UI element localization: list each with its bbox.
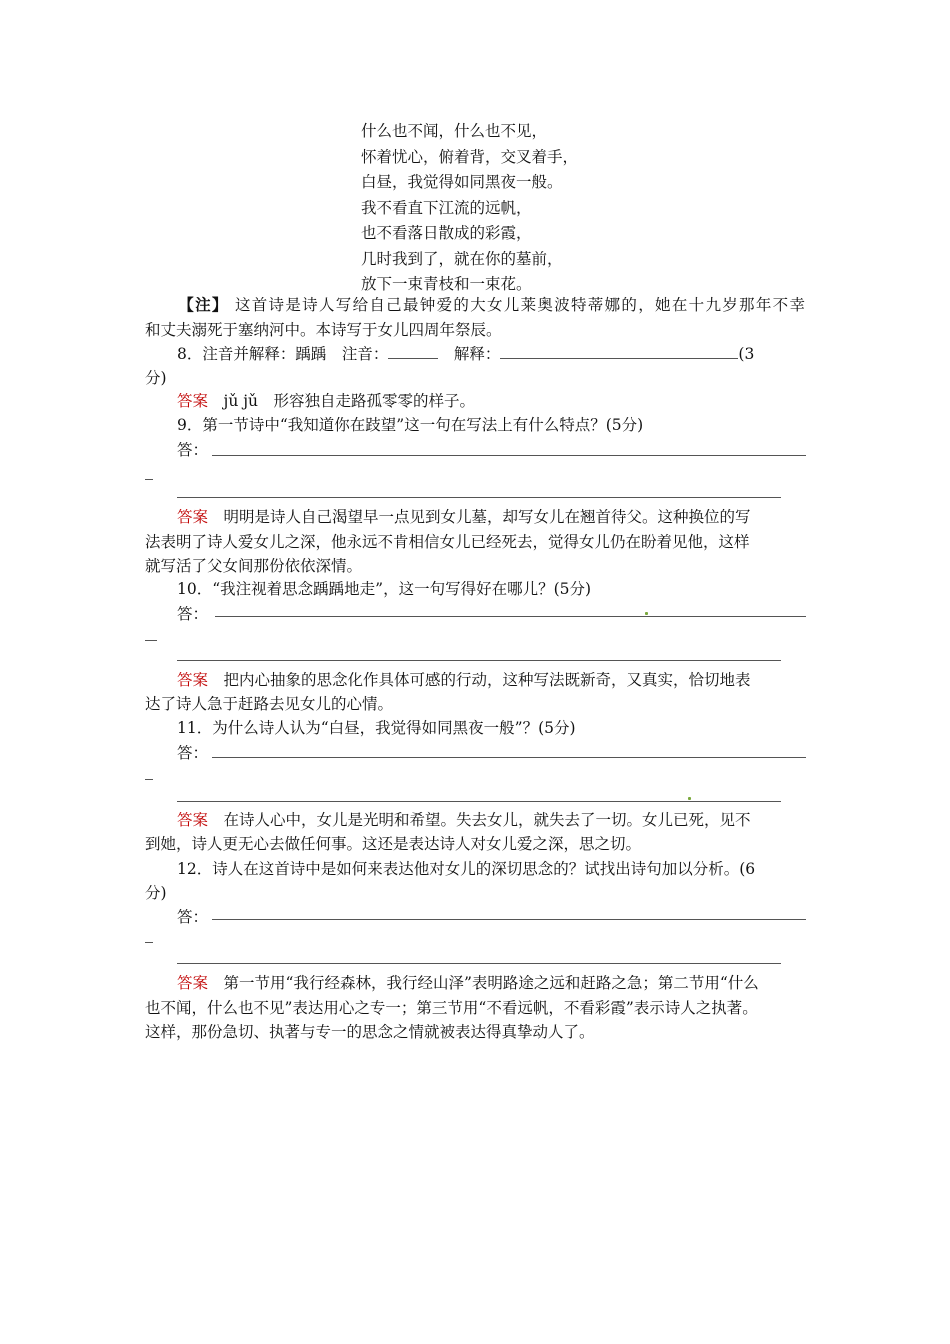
- q10-answer-1: 答案 把内心抽象的思念化作具体可感的行动，这种写法既新奇，又真实，恰切地表: [177, 671, 751, 689]
- q11-answer-line-2[interactable]: [177, 801, 781, 802]
- note-label: 【注】: [177, 295, 229, 314]
- answer-tag: 答案: [177, 392, 209, 410]
- q8-score: 分): [145, 369, 167, 387]
- q11-answer-2: 到她，诗人更无心去做任何事。这还是表达诗人对女儿爱之深，思之切。: [145, 835, 642, 853]
- stray-dot: [645, 612, 648, 615]
- poem-line: 也不看落日散成的彩霞，: [361, 224, 532, 242]
- dash-mark: [145, 779, 153, 780]
- q9-question: 9．第一节诗中“我知道你在跂望”这一句在写法上有什么特点？(5分): [177, 416, 644, 434]
- answer-tag: 答案: [177, 974, 209, 992]
- q12-answer-3: 这样，那份急切、执著与专一的思念之情就被表达得真挚动人了。: [145, 1023, 595, 1041]
- poem-line: 几时我到了，就在你的墓前，: [361, 249, 563, 268]
- answer-tag: 答案: [177, 671, 209, 689]
- q9-answer-3: 就写活了父女间那份依依深情。: [145, 557, 363, 575]
- stray-dot: [688, 797, 691, 800]
- q8-question: 8．注音并解释：踽踽 注音： 解释： (3: [177, 345, 755, 363]
- q12-question-2: 分): [145, 884, 167, 902]
- q12-answer-2: 也不闻，什么也不见”表达用心之专一；第三节用“不看远帆，不看彩霞”表示诗人之执著。: [145, 999, 758, 1017]
- q10-question: 10．“我注视着思念踽踽地走”，这一句写得好在哪儿？(5分): [177, 580, 592, 598]
- q10-answer-2: 达了诗人急于赶路去见女儿的心情。: [145, 695, 394, 713]
- poem-stanza: [361, 119, 578, 298]
- answer-tag: 答案: [177, 811, 209, 829]
- q11-answer-line-1[interactable]: [212, 757, 806, 758]
- q10-answer-line-2[interactable]: [177, 660, 781, 661]
- dash-mark: [145, 640, 157, 641]
- answer-prompt: 答：: [177, 441, 209, 459]
- answer-prompt: 答：: [177, 605, 209, 623]
- note-line-2: 和丈夫溺死于塞纳河中。本诗写于女儿四周年祭辰。: [145, 321, 502, 339]
- answer-prompt: 答：: [177, 908, 209, 926]
- q11-answer-1: 答案 在诗人心中，女儿是光明和希望。失去女儿，就失去了一切。女儿已死，见不: [177, 811, 751, 829]
- q9-answer-1: 答案 明明是诗人自己渴望早一点见到女儿墓，却写女儿在翘首待父。这种换位的写: [177, 508, 751, 526]
- q12-answer-1: 答案 第一节用“我行经森林，我行经山泽”表明路途之远和赶路之急；第二节用“什么: [177, 974, 759, 992]
- answer-prompt: 答：: [177, 744, 209, 762]
- q8-pinyin-blank[interactable]: [388, 344, 438, 359]
- dash-mark: [145, 942, 153, 943]
- dash-mark: [145, 479, 153, 480]
- q12-answer-line-1[interactable]: [212, 919, 806, 920]
- poem-line: 怀着忧心，俯着背，交叉着手，: [361, 147, 579, 166]
- q12-answer-line-2[interactable]: [177, 963, 781, 964]
- note-line-1: 【注】 这首诗是诗人写给自己最钟爱的大女儿莱奥波特蒂娜的，她在十九岁那年不幸: [177, 295, 805, 314]
- q9-answer-line-1[interactable]: [212, 455, 806, 456]
- q10-answer-line-1[interactable]: [215, 616, 806, 617]
- q9-answer-line-2[interactable]: [177, 497, 781, 498]
- poem-line: 放下一束青枝和一束花。: [361, 275, 532, 293]
- q8-meaning-blank[interactable]: [500, 344, 738, 359]
- poem-line: 什么也不闻，什么也不见，: [361, 122, 548, 140]
- q9-answer-2: 法表明了诗人爱女儿之深，他永远不肯相信女儿已经死去，觉得女儿仍在盼着见他，这样: [145, 533, 750, 551]
- q8-answer: 答案 jǔ jǔ 形容独自走路孤零零的样子。: [177, 392, 476, 410]
- q11-question: 11．为什么诗人认为“白昼，我觉得如同黑夜一般”？(5分): [177, 719, 576, 737]
- q12-question-1: 12．诗人在这首诗中是如何来表达他对女儿的深切思念的？试找出诗句加以分析。(6: [177, 860, 756, 878]
- poem-line: 白昼，我觉得如同黑夜一般。: [361, 173, 563, 191]
- poem-line: 我不看直下江流的远帆，: [361, 198, 532, 217]
- answer-tag: 答案: [177, 508, 209, 526]
